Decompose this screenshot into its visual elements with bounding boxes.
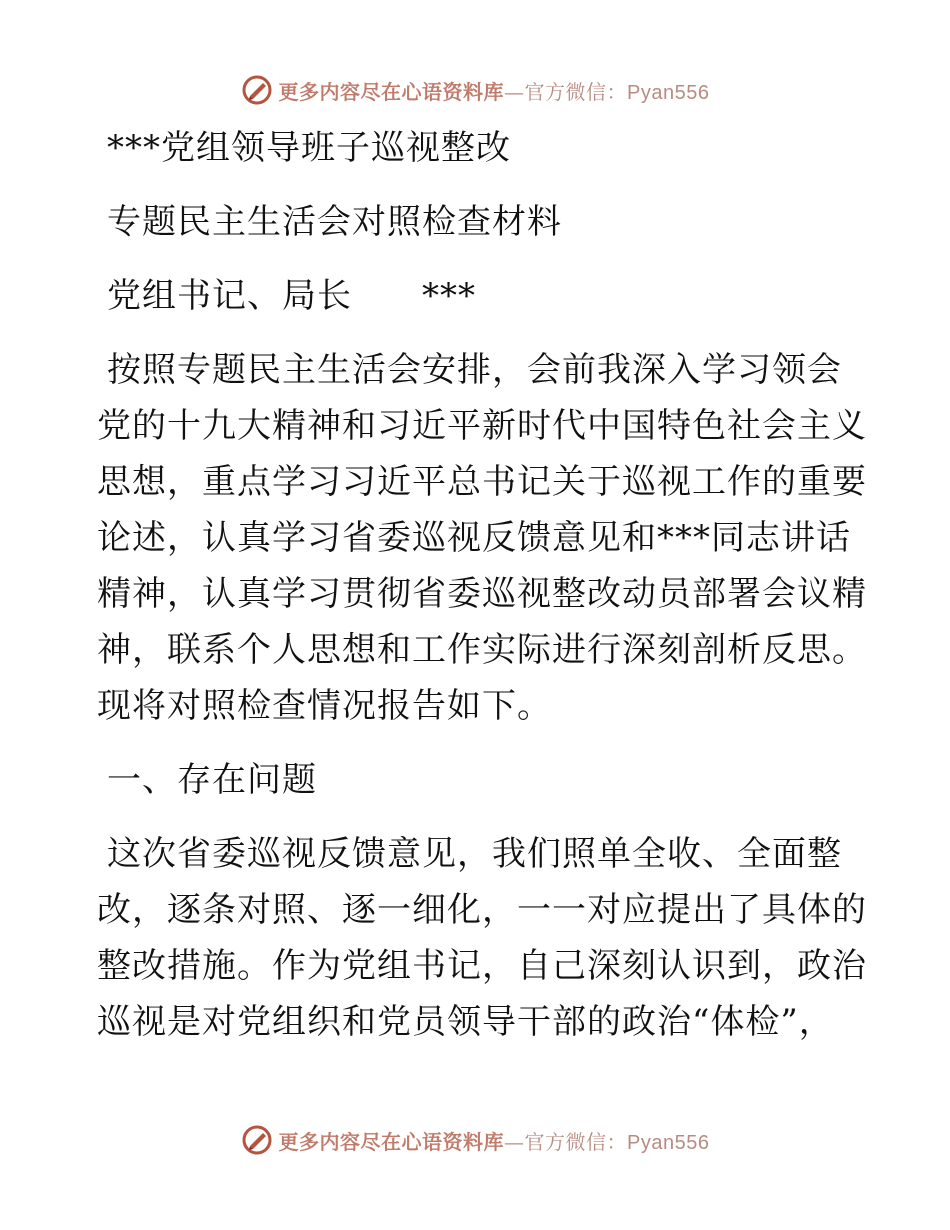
watermark-separator: —: [504, 1129, 525, 1154]
paragraph-2: [97, 826, 867, 1050]
paragraph-1-line: 论述，认真学习省委巡视反馈意见和***同志讲话: [97, 518, 851, 558]
watermark-wechat-id: Pyan556: [627, 81, 710, 104]
watermark-text: [279, 76, 710, 105]
watermark-text: [279, 1126, 710, 1155]
header-watermark: [0, 70, 950, 110]
section-heading: 一、存在问题: [107, 760, 317, 800]
document-title-line-2: 专题民主生活会对照检查材料: [107, 202, 562, 242]
paragraph-1-line: 现将对照检查情况报告如下。: [97, 686, 552, 726]
paragraph-1-line: 按照专题民主生活会安排，会前我深入学习领会: [107, 350, 842, 390]
author-name: ***: [422, 276, 476, 316]
pen-logo-icon: [241, 1124, 273, 1156]
paragraph-1-line: 神，联系个人思想和工作实际进行深刻剖析反思。: [97, 630, 867, 670]
paragraph-1: [97, 342, 867, 734]
paragraph-2-line: 巡视是对党组织和党员领导干部的政治“体检”，: [97, 1002, 834, 1042]
paragraph-2-line: 整改措施。作为党组书记，自己深刻认识到，政治: [97, 946, 867, 986]
watermark-wechat-id: Pyan556: [627, 1131, 710, 1154]
paragraph-2-line: 这次省委巡视反馈意见，我们照单全收、全面整: [107, 834, 842, 874]
author-role: 党组书记、局长: [107, 276, 352, 316]
watermark-wechat-label: 官方微信：: [524, 1129, 628, 1154]
paragraph-1-line: 精神，认真学习贯彻省委巡视整改动员部署会议精: [97, 574, 867, 614]
document-title-line-1: ***党组领导班子巡视整改: [107, 128, 511, 168]
footer-watermark: [0, 1120, 950, 1160]
watermark-wechat-label: 官方微信：: [524, 79, 628, 104]
document-author: [97, 268, 857, 324]
paragraph-1-line: 思想，重点学习习近平总书记关于巡视工作的重要: [97, 462, 867, 502]
paragraph-1-line: 党的十九大精神和习近平新时代中国特色社会主义: [97, 406, 867, 446]
pen-logo-icon: [241, 74, 273, 106]
watermark-site-text: 更多内容尽在心语资料库: [278, 1129, 505, 1154]
watermark-separator: —: [504, 79, 525, 104]
paragraph-2-line: 改，逐条对照、逐一细化，一一对应提出了具体的: [97, 890, 867, 930]
document-body: [97, 120, 867, 1050]
watermark-site-text: 更多内容尽在心语资料库: [278, 79, 505, 104]
